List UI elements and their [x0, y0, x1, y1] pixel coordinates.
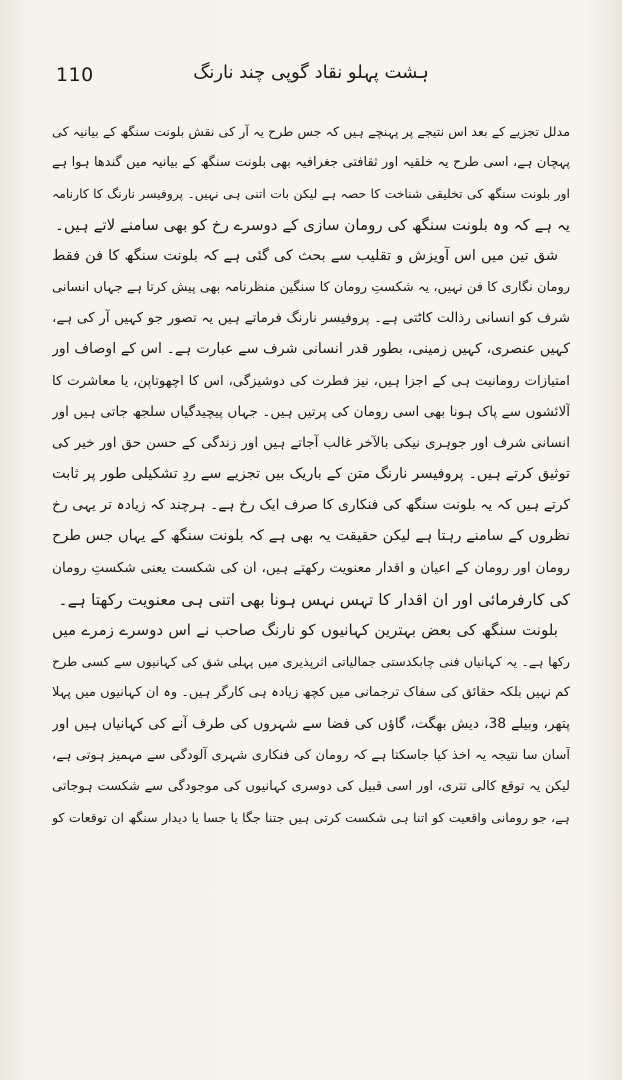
text-line: نظروں کے سامنے رہتا ہے لیکن حقیقت یہ بھی ہے کہ بلونت سنگھ کے یہاں جس طرح — [52, 528, 570, 545]
text-line: اور بلونت سنگھ کی تخلیقی شناخت کا حصہ ہے لیکن بات اتنی ہی نہیں۔ پروفیسر نارنگ کا کارنامہ — [52, 186, 570, 202]
page-number: 110 — [56, 64, 94, 86]
text-line: ہے، جو رومانی واقعیت کو اتنا ہی شکست کرتی ہیں جتنا جگا یا جسا یا دیدار سنگھ ان توقعات کو — [52, 810, 570, 826]
text-line: کم نہیں بلکہ حقائق کی سفاک ترجمانی میں کچھ زیادہ ہی کارگر ہیں۔ وہ ان کہانیوں میں پہلا — [52, 685, 570, 701]
text-line: امتیازات رومانیت ہی کے اجزا ہیں، نیز فطرت کی دوشیزگی، اس کا اچھوتاپن، یا معاشرت کا — [52, 373, 570, 389]
page-header — [48, 62, 574, 94]
text-line: لیکن یہ توقع کالی تتری، اور اسی قبیل کی دوسری کہانیوں کی موجودگی سے شکست ہوجاتی — [52, 778, 570, 794]
text-line: شق تین میں اس آویزش و تقلیب سے بحث کی گئی ہے کہ بلونت سنگھ کا فن فقط — [52, 247, 558, 264]
text-line: رومان نگاری کا فن نہیں، یہ شکستِ رومان کا سنگین منظرنامہ بھی پیش کرتا ہے جہاں انسانی — [52, 279, 570, 295]
running-title: ہشت پہلو نقاد گوپی چند نارنگ — [193, 62, 429, 83]
text-line: کی کارفرمائی اور ان اقدار کا تہس نہس ہونا بھی اتنی ہی معنویت رکھتا ہے۔ — [58, 589, 570, 609]
text-line: کرتے ہیں کہ یہ بلونت سنگھ کی فنکاری کا صرف ایک رخ ہے۔ ہرچند کہ زیادہ تر یہی رخ — [52, 497, 570, 514]
text-line: توثیق کرتے ہیں۔ پروفیسر نارنگ متن کے باریک بیں تجزیے سے ردِ تشکیلی طور پر ثابت — [52, 466, 570, 483]
text-line: رکھا ہے۔ یہ کہانیاں فنی چابکدستی جمالیاتی اثرپذیری میں پہلی شق کی کہانیوں سے کسی طرح — [52, 654, 570, 670]
text-line: یہ ہے کہ وہ بلونت سنگھ کی رومان سازی کے دوسرے رخ کو بھی سامنے لاتے ہیں۔ — [55, 215, 570, 234]
text-line: بلونت سنگھ کی بعض بہترین کہانیوں کو نارنگ صاحب نے اس دوسرے زمرے میں — [52, 621, 558, 639]
text-line: انسانی شرف اور جوہری نیکی بالآخر غالب آجاتے ہیں اور زندگی کے حسن حق اور خیر کی — [52, 434, 570, 451]
text-line: کہیں عنصری، کہیں زمینی، بطور قدر انسانی شرف سے عبارت ہے۔ اس کے اوصاف اور — [52, 341, 570, 358]
page-body — [52, 116, 570, 833]
text-line: آلائشوں سے پاک ہونا بھی اسی رومان کی پرتیں ہیں۔ جہاں پیچیدگیاں سلجھ جاتی ہیں اور — [52, 403, 570, 420]
text-line: رومان اور رومان کے اعیان و اقدار معنویت رکھتے ہیں، ان کی شکست یعنی شکستِ رومان — [52, 559, 570, 576]
text-line: شرف کو انسانی رذالت کاٹتی ہے۔ پروفیسر نارنگ فرماتے ہیں یہ تصور جو کہیں آر کی ہے، — [52, 310, 570, 327]
text-line: پتھر، وبیلے 38، دیش بھگت، گاؤں کی فضا سے شہروں کی طرف آنے کی کہانیاں ہیں اور — [52, 715, 570, 732]
text-line: مدلل تجزیے کے بعد اس نتیجے پر پہنچے ہیں کہ جس طرح یہ آر کی نقش بلونت سنگھ کے بیانیہ کی — [52, 124, 570, 139]
text-line: پہچان ہے، اسی طرح یہ خلقیہ اور ثقافتی جغرافیہ بھی بلونت سنگھ کے بیانیہ میں گندھا ہوا ہے — [52, 155, 570, 171]
text-line: آسان سا نتیجہ یہ اخذ کیا جاسکتا ہے کہ رومان کی فنکاری شہری آلودگی سے مہمیز ہوتی ہے، — [52, 747, 570, 763]
